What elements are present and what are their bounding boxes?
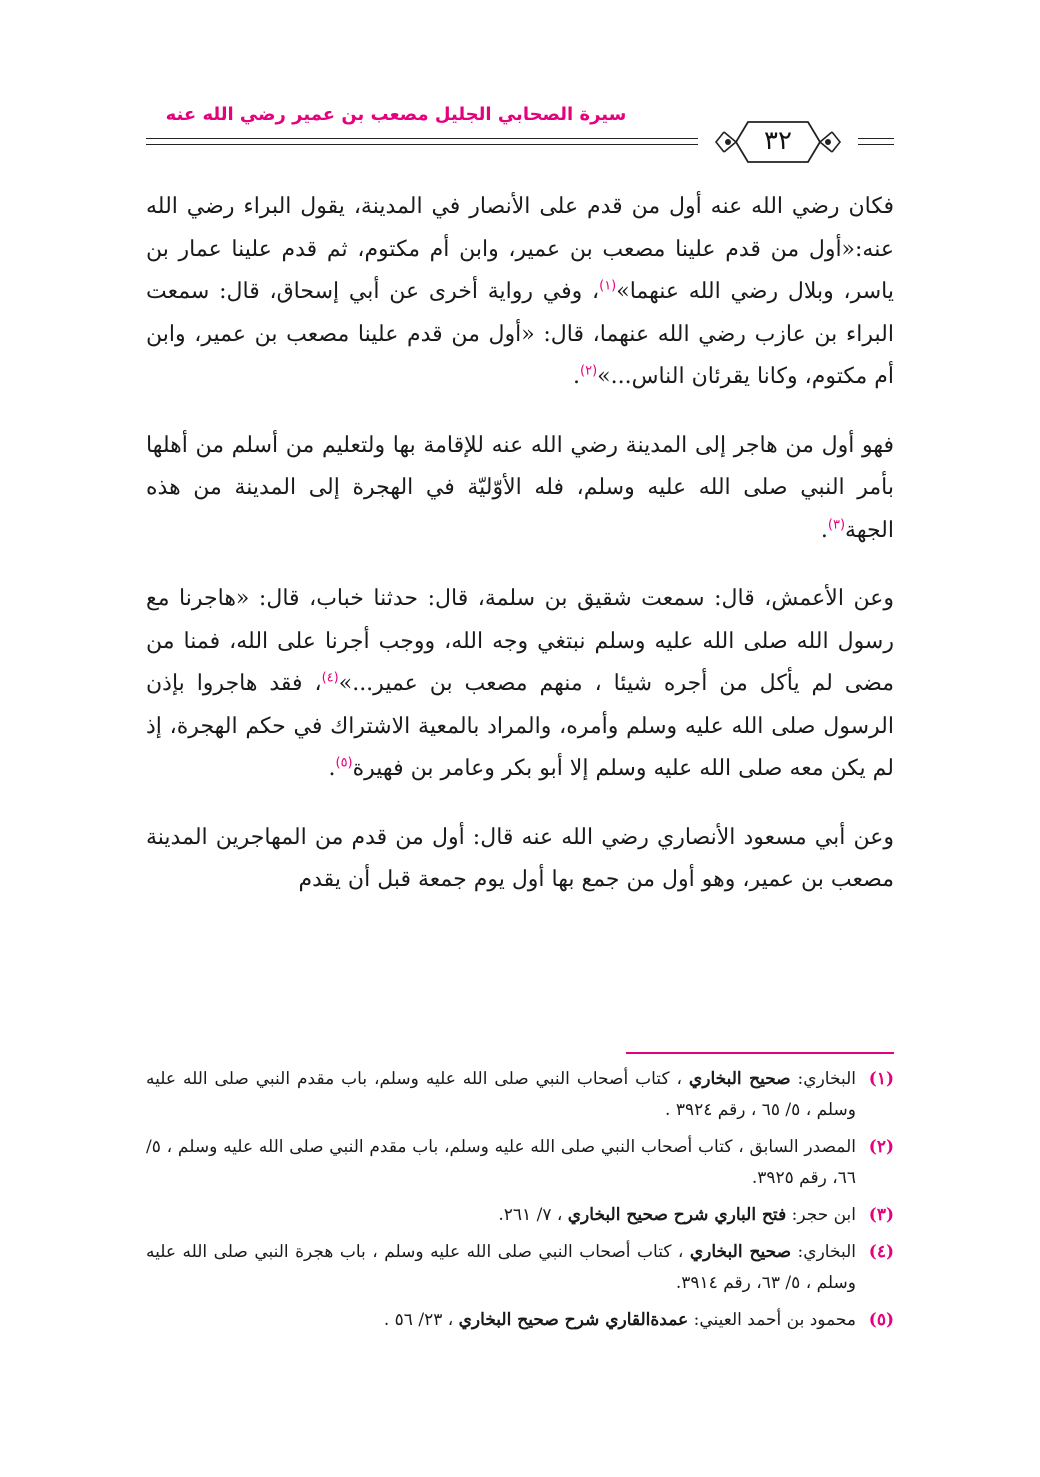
page-number-badge [712,118,844,166]
footnote-ref[interactable]: (١) [599,278,617,294]
footnote-number: (٢) [868,1137,894,1157]
footnote-text: ، كتاب أصحاب النبي صلى الله عليه وسلم ، باب هجرة النبي صلى الله عليه وسلم ، ٥/ ٦٣، رقم ٣٩١٤. [146,1242,856,1293]
paragraph-3 [146,578,894,791]
paragraph-1 [146,186,894,399]
footnote-text: المصدر السابق ، كتاب أصحاب النبي صلى الله عليه وسلم، باب مقدم النبي صلى الله عليه وسلم ، ٥/ ٦٦، رقم ٣٩٢٥. [146,1137,856,1188]
paragraph-text: وعن أبي مسعود الأنصاري رضي الله عنه قال: أول من قدم من المهاجرين المدينة مصعب بن عمير، وهو أول من جمع بها أول يوم جمعة قبل أن يقدم [146,824,894,892]
footnote-ref[interactable]: (٤) [321,670,339,686]
paragraph-text: ، فقد هاجروا بإذن الرسول صلى الله عليه وسلم وأمره، والمراد بالمعية الاشتراك في حكم الهجرة، إذ لم يكن معه صلى الله عليه وسلم إلا أبو بكر وعامر بن فهيرة [146,671,894,781]
header-rule-right-top [858,138,894,139]
footnote-ref[interactable]: (٣) [827,517,846,533]
paragraph-4 [146,817,894,902]
paragraph-text: ، وفي رواية أخرى عن أبي إسحاق، قال: سمعت البراء بن عازب رضي الله عنهما، قال: «أول من قدم علينا مصعب بن عمير، وابن أم مكتوم، وكانا يقرئان الناس...» [146,279,894,389]
footnote-text: ، ٧/ ٢٦١. [498,1205,568,1225]
footnote-book-title: صحيح البخاري [688,1069,791,1089]
paragraph-text: فهو أول من هاجر إلى المدينة رضي الله عنه للإقامة بها ولتعليم من أسلم من أهلها بأمر النبي صلى الله عليه وسلم، فله الأوّليّة في الهجرة إلى المدينة من هذه الجهة [146,432,894,543]
footnote-text: ابن حجر: [786,1205,856,1225]
footnote-ref[interactable]: (٢) [580,363,598,379]
footnote-4 [146,1237,894,1299]
paragraph-end: . [328,756,336,781]
footnote-book-title: عمدةالقاري شرح صحيح البخاري [458,1310,689,1330]
footnote-text: البخاري: [790,1069,856,1089]
header-rule-bottom [146,144,698,145]
footnote-number: (٤) [868,1242,894,1262]
main-text [146,186,894,928]
footnote-1 [146,1064,894,1126]
footnote-number: (١) [868,1069,894,1089]
footnote-text: ، كتاب أصحاب النبي صلى الله عليه وسلم، باب مقدم النبي صلى الله عليه وسلم ، ٥/ ٦٥ ، رقم ٣٩٢٤ . [146,1069,856,1120]
footnote-separator [626,1052,894,1054]
footnote-text: البخاري: [791,1242,856,1262]
footnote-book-title: صحيح البخاري [689,1242,792,1262]
paragraph-text: فكان رضي الله عنه أول من قدم على الأنصار في المدينة، يقول البراء رضي الله عنه:«أول من قدم علينا مصعب بن عمير، وابن أم مكتوم، ثم قدم علينا عمار بن ياسر، وبلال رضي الله عنهما» [146,194,894,304]
footnote-text: محمود بن أحمد العيني: [688,1310,856,1330]
paragraph-2 [146,425,894,553]
running-title: سيرة الصحابي الجليل مصعب بن عمير رضي الله عنه [165,104,627,125]
page-header [146,104,894,160]
footnotes [146,1064,894,1342]
paragraph-end: . [573,364,581,389]
footnote-5 [146,1305,894,1336]
paragraph-end: . [820,517,828,543]
page-number: ٣٢ [764,126,792,156]
footnote-number: (٥) [868,1310,894,1330]
footnote-2 [146,1132,894,1194]
header-rule-right-bottom [858,144,894,145]
footnote-text: ، ٢٣/ ٥٦ . [383,1310,459,1330]
paragraph-text: وعن الأعمش، قال: سمعت شقيق بن سلمة، قال: حدثنا خباب، قال: «هاجرنا مع رسول الله صلى الله عليه وسلم نبتغي وجه الله، ووجب أجرنا على الله، فمنا من مضى لم يأكل من أجره شيئا ، منهم مصعب بن عمير...» [146,586,894,696]
footnote-3 [146,1200,894,1231]
header-rule-top [146,138,698,139]
footnote-book-title: فتح الباري شرح صحيح البخاري [567,1205,787,1225]
footnote-number: (٣) [868,1205,894,1225]
footnote-ref[interactable]: (٥) [335,755,353,771]
